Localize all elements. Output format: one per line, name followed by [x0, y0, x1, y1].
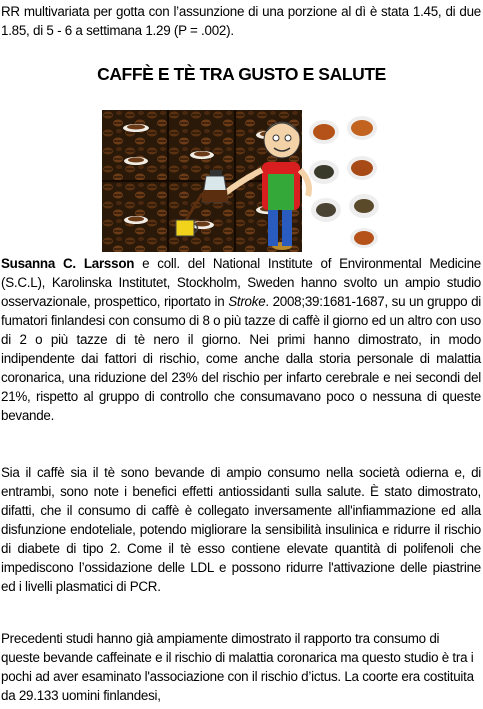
article-heading: CAFFÈ E TÈ TRA GUSTO E SALUTE — [97, 64, 386, 84]
intro-paragraph: RR multivariata per gotta con l’assunzione di una porzione al dì è stata 1.45, di due 1.85, di 5 - 6 a settimana 1.29 (P = .002). — [1, 4, 481, 38]
paragraph-text: . 2008;39:1681-1687, su un gruppo di fumatori finlandesi con consumo di 8 o più tazze di caffè il giorno ed un altro con uso di 2 o più tazze di tè nero il giorno. Nei primi hanno dimostrato, in modo indipendente dai fattori di rischio, come anche dalla storia personale di malattia coronarica, una riduzione del 23% del rischio per infarto cerebrale e nei secondi del 21%, rispetto al gruppo di controllo che consumavano poco o nessuna di queste bevande. — [1, 294, 481, 423]
article-illustration — [102, 110, 382, 252]
yellow-mug-icon — [176, 220, 198, 236]
author-name: Susanna C. Larsson — [1, 256, 135, 271]
paragraph-previous-studies: Precedenti studi hanno già ampiamente dimostrato il rapporto tra consumo di queste bevande caffeinate e il rischio di malattia coronarica ma questo studio è tra i pochi ad aver esaminato l'associazione con il rischio d’ictus. La coorte era costituita da 29.133 uomini finlandesi, — [1, 631, 474, 703]
journal-name: Stroke — [228, 294, 266, 309]
coffee-tea-illustration — [102, 110, 382, 252]
paragraph-antioxidants: Sia il caffè sia il tè sono bevande di ampio consumo nella società odierna e, di entrambi, sono note i benefici effetti antiossidanti sulla salute. È stato dimostrato, difatti, che il consumo di caffè è collegato inversamente all'infiammazione ed alla disfunzione endoteliale, potendo migliorare la sensibilità insulinica e ridurre il rischio di diabete di tipo 2. Come il tè esso contiene elevate quantità di polifenoli che impediscono l’ossidazione delle LDL e possono ridurre l'attivazione delle piastrine ed i livelli plasmatici di PCR. — [1, 465, 481, 594]
paragraph-text: e coll. del National Institute of Environmental Medicine (S.C.L), Karolinska Institutet, Stockholm, Sweden hanno svolto un ampio studio osservazionale, prospettico, riportato in — [1, 256, 481, 309]
paragraph-larsson — [1, 254, 481, 425]
